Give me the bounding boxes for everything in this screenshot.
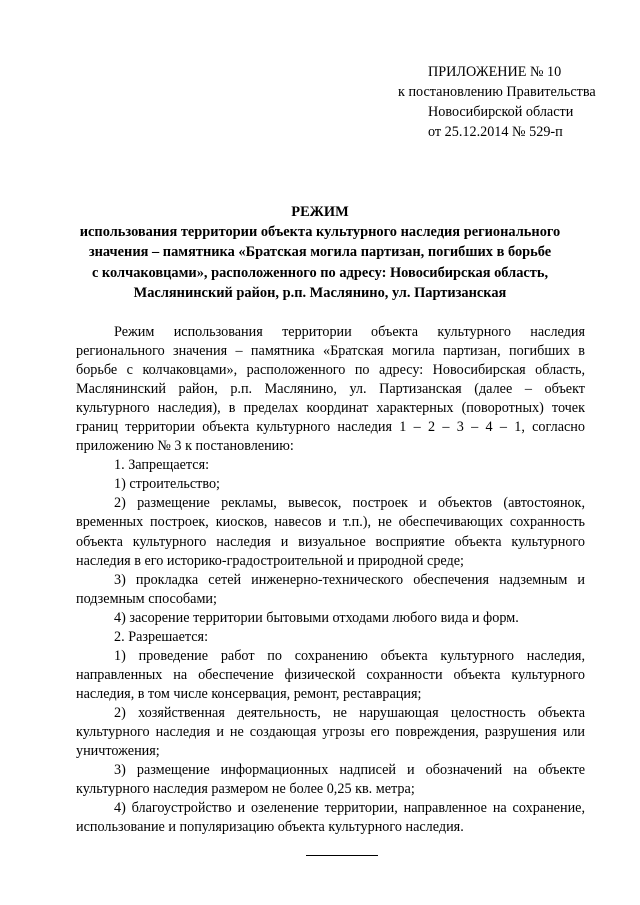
- list-item: 4) благоустройство и озеленение территории, направленное на сохранение, использование и популяризацию объекта культурного наследия.: [76, 800, 585, 836]
- title-line: значения – памятника «Братская могила партизан, погибших в борьбе: [88, 244, 552, 261]
- title-line: использования территории объекта культурного наследия регионального: [79, 224, 561, 241]
- footer-divider: [306, 855, 378, 856]
- intro-paragraph: Режим использования территории объекта культурного наследия регионального значения – памятника «Братская могила партизан, погибших в борьбе с колчаковцами», расположенного по адресу: Новосибирская область, Маслянинский район, р.п. Маслянино, ул. Партизанская (далее – объект культурного наследия), в пределах координат характерных (поворотных) точек границ территории объекта культурного наследия 1 – 2 – 3 – 4 – 1, согласно приложению № 3 к постановлению:: [76, 324, 585, 455]
- list-item: 2) размещение рекламы, вывесок, построек и объектов (автостоянок, временных построек, киосков, навесов и т.п.), не обеспечивающих сохранность объекта культурного наследия и визуальное восприятие объекта культурного наследия в его историко-градостроительной и природной среде;: [76, 495, 585, 569]
- list-item: 1) проведение работ по сохранению объекта культурного наследия, направленных на обеспечение физической сохранности объекта культурного наследия, в том числе консервация, ремонт, реставрация;: [76, 647, 585, 702]
- section-prohibited-heading: 1. Запрещается:: [114, 457, 210, 474]
- list-item: 1) строительство;: [114, 476, 220, 493]
- list-item: 3) размещение информационных надписей и обозначений на объекте культурного наследия размером не более 0,25 кв. метра;: [76, 762, 585, 798]
- appendix-region: Новосибирской области: [428, 104, 574, 120]
- document-body: [76, 323, 585, 837]
- list-item: 3) прокладка сетей инженерно-технического обеспечения надземным и подземным способами;: [76, 571, 585, 607]
- appendix-number: ПРИЛОЖЕНИЕ № 10: [428, 64, 562, 80]
- list-item: 4) засорение территории бытовыми отходами любого вида и форм.: [114, 609, 519, 626]
- title-line: с колчаковцами», расположенного по адресу: Новосибирская область,: [91, 264, 549, 281]
- appendix-reference: к постановлению Правительства: [398, 84, 596, 100]
- section-allowed-heading: 2. Разрешается:: [114, 628, 209, 645]
- title-heading: РЕЖИМ: [291, 204, 349, 220]
- appendix-date: от 25.12.2014 № 529-п: [428, 124, 563, 140]
- title-line: Маслянинский район, р.п. Маслянино, ул. Партизанская: [133, 284, 507, 301]
- list-item: 2) хозяйственная деятельность, не нарушающая целостность объекта культурного наследия и не создающая угрозы его повреждения, разрушения или уничтожения;: [76, 704, 585, 760]
- document-title: [0, 202, 640, 303]
